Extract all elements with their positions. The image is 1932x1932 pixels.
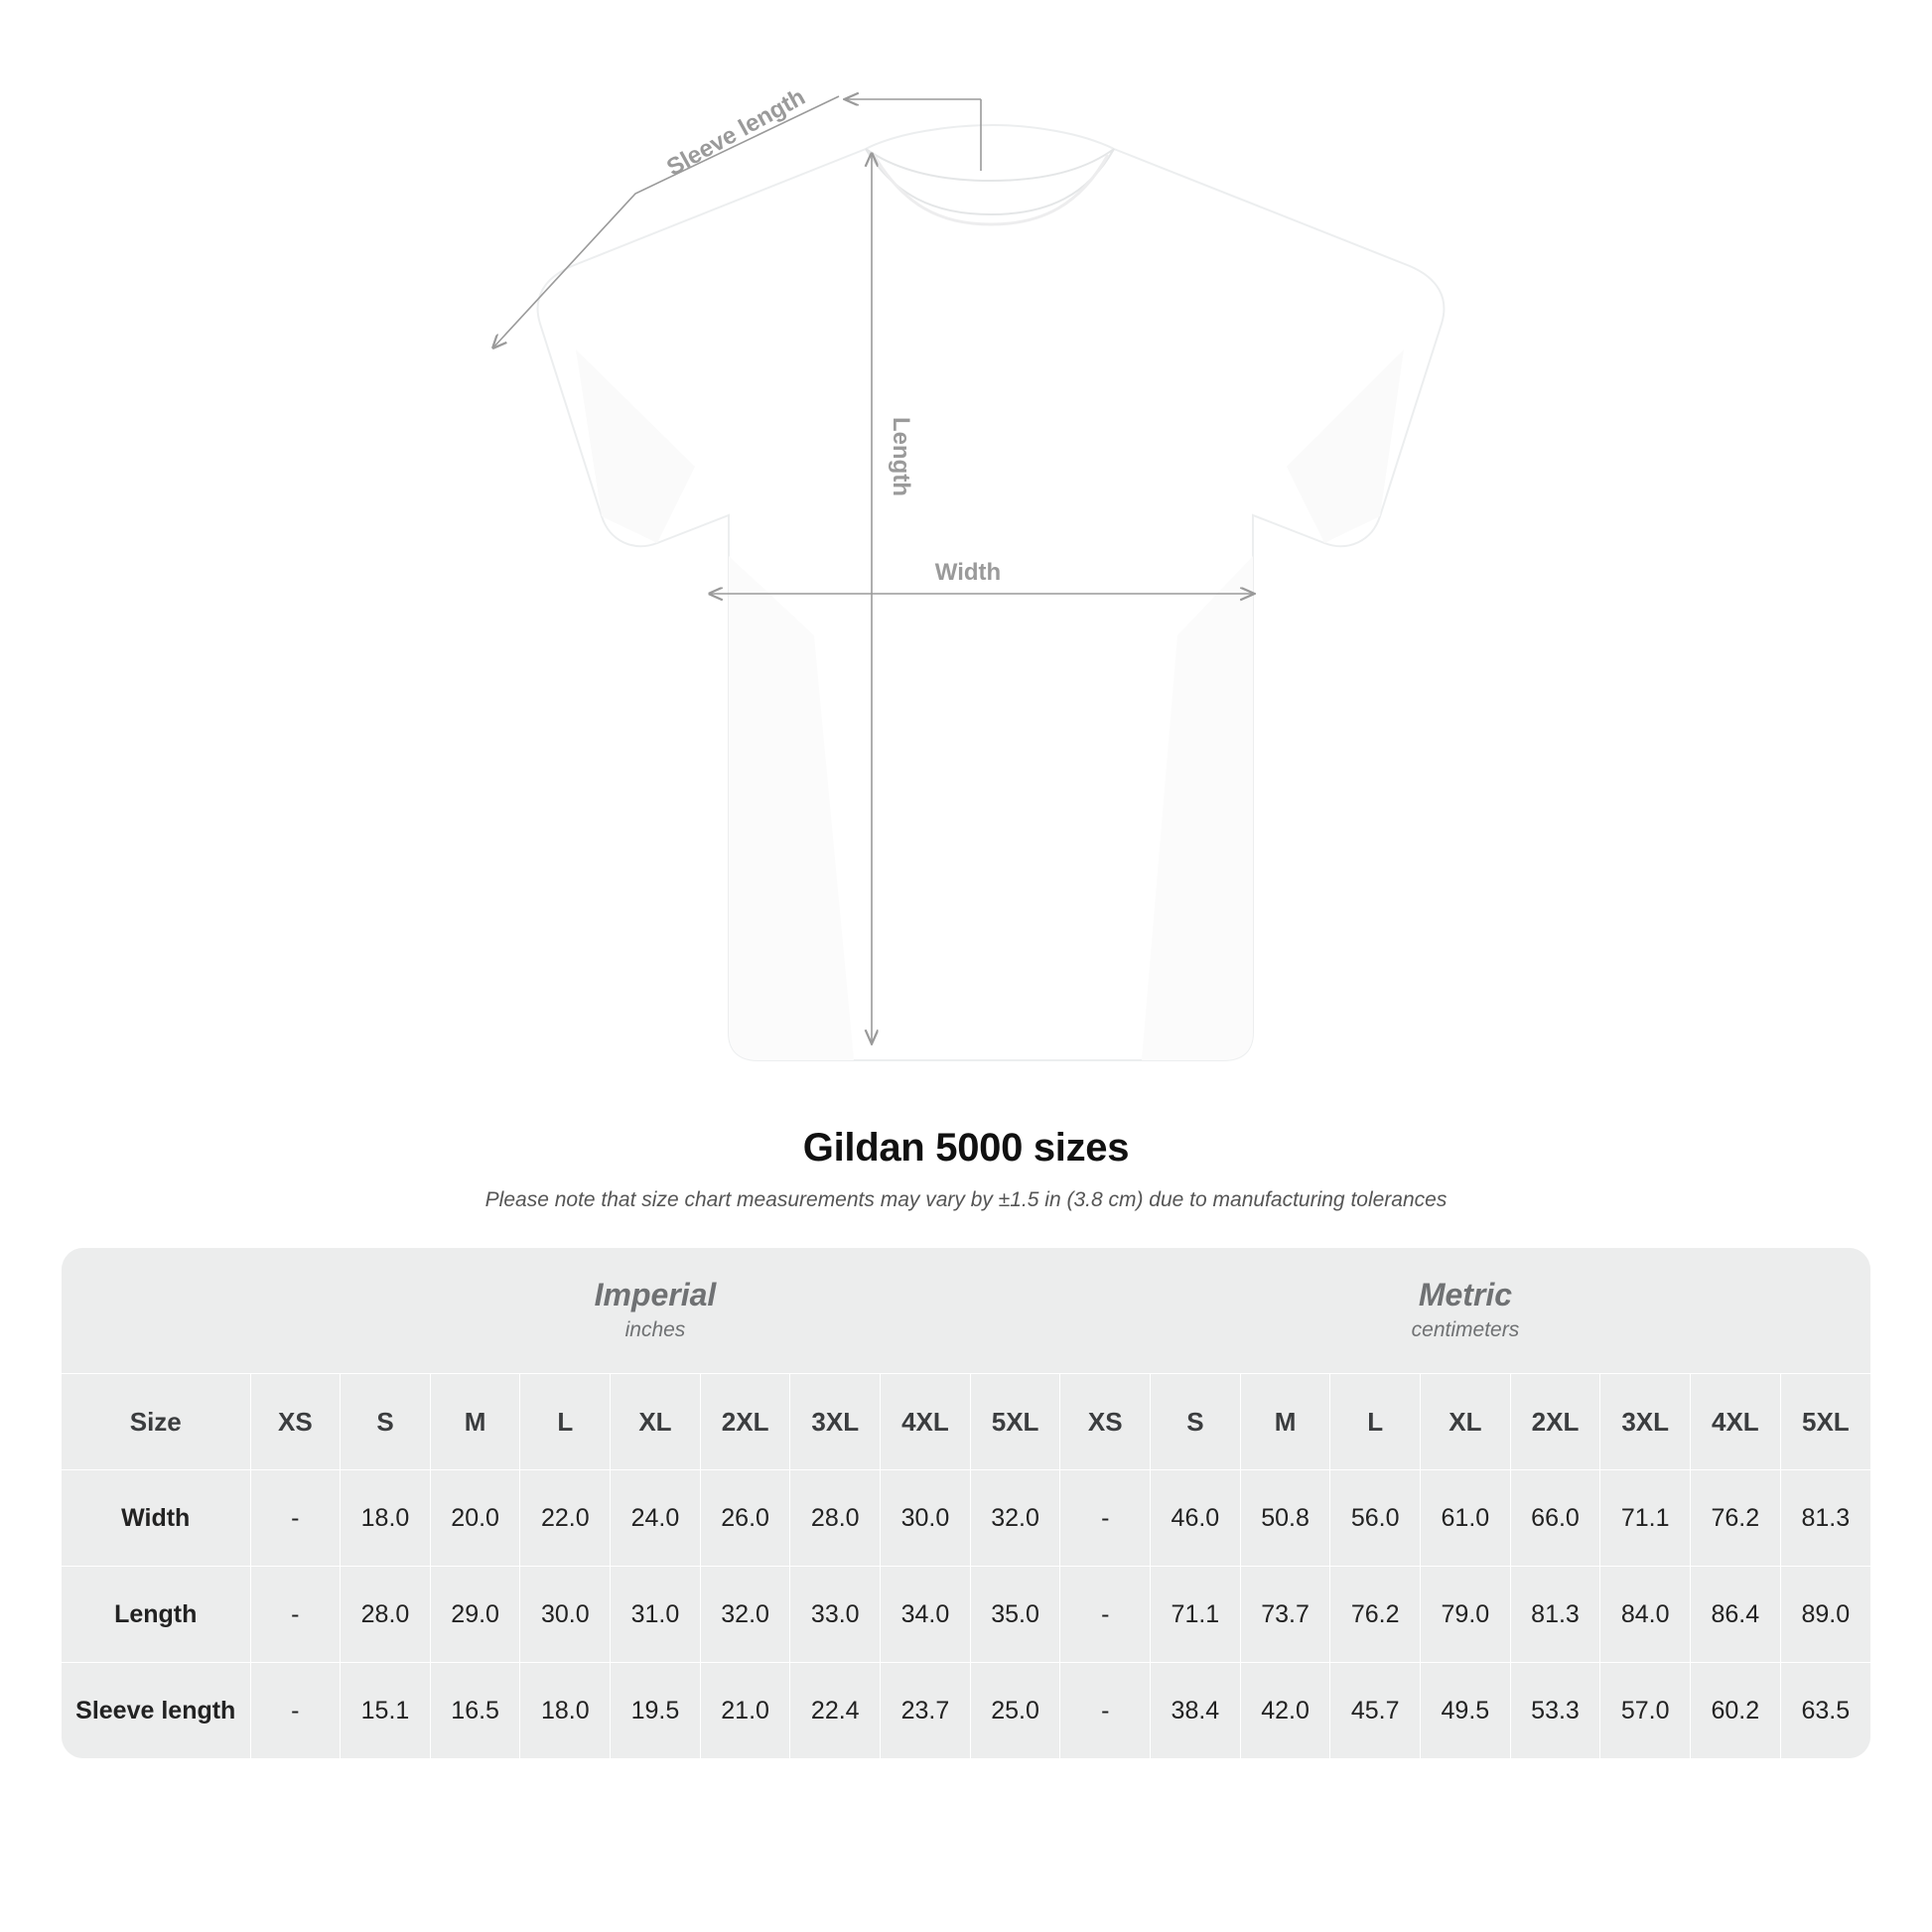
size-header-metric-l: L	[1330, 1374, 1421, 1470]
cell-length-imperial-3xl: 33.0	[790, 1567, 881, 1663]
cell-sleeve-metric-s: 38.4	[1151, 1663, 1241, 1759]
size-table-wrapper	[62, 1248, 1870, 1758]
unit-metric-name: Metric	[1418, 1277, 1513, 1313]
cell-sleeve-imperial-m: 16.5	[430, 1663, 520, 1759]
cell-length-metric-4xl: 86.4	[1691, 1567, 1781, 1663]
cell-length-metric-5xl: 89.0	[1780, 1567, 1870, 1663]
row-label-sleeve-length: Sleeve length	[62, 1663, 250, 1759]
unit-header-row	[62, 1248, 1870, 1374]
cell-width-imperial-xl: 24.0	[611, 1470, 701, 1567]
table-row-sleeve-length	[62, 1663, 1870, 1759]
cell-sleeve-metric-l: 45.7	[1330, 1663, 1421, 1759]
unit-imperial-name: Imperial	[594, 1277, 717, 1313]
size-header-imperial-4xl: 4XL	[881, 1374, 971, 1470]
size-header-row	[62, 1374, 1870, 1470]
cell-length-imperial-l: 30.0	[520, 1567, 611, 1663]
page-title: Gildan 5000 sizes	[802, 1126, 1130, 1170]
cell-sleeve-imperial-xs: -	[250, 1663, 341, 1759]
cell-sleeve-metric-m: 42.0	[1240, 1663, 1330, 1759]
tshirt-shape	[538, 125, 1445, 1060]
cell-length-metric-l: 76.2	[1330, 1567, 1421, 1663]
row-label-width: Width	[62, 1470, 250, 1567]
cell-length-imperial-4xl: 34.0	[881, 1567, 971, 1663]
size-header-imperial-xs: XS	[250, 1374, 341, 1470]
size-header-imperial-s: S	[341, 1374, 431, 1470]
size-table	[62, 1248, 1870, 1758]
cell-length-imperial-5xl: 35.0	[970, 1567, 1060, 1663]
cell-sleeve-metric-4xl: 60.2	[1691, 1663, 1781, 1759]
cell-width-imperial-xs: -	[250, 1470, 341, 1567]
size-header-metric-5xl: 5XL	[1780, 1374, 1870, 1470]
size-header-metric-xs: XS	[1060, 1374, 1151, 1470]
cell-sleeve-imperial-4xl: 23.7	[881, 1663, 971, 1759]
cell-length-imperial-2xl: 32.0	[700, 1567, 790, 1663]
cell-width-imperial-m: 20.0	[430, 1470, 520, 1567]
cell-length-metric-s: 71.1	[1151, 1567, 1241, 1663]
size-header-imperial-2xl: 2XL	[700, 1374, 790, 1470]
cell-width-metric-4xl: 76.2	[1691, 1470, 1781, 1567]
cell-sleeve-metric-3xl: 57.0	[1600, 1663, 1691, 1759]
cell-width-imperial-2xl: 26.0	[700, 1470, 790, 1567]
cell-sleeve-metric-xs: -	[1060, 1663, 1151, 1759]
size-header-imperial-5xl: 5XL	[970, 1374, 1060, 1470]
cell-length-metric-xs: -	[1060, 1567, 1151, 1663]
cell-width-imperial-5xl: 32.0	[970, 1470, 1060, 1567]
size-header-metric-4xl: 4XL	[1691, 1374, 1781, 1470]
size-header-imperial-3xl: 3XL	[790, 1374, 881, 1470]
size-header-metric-m: M	[1240, 1374, 1330, 1470]
cell-width-metric-2xl: 66.0	[1510, 1470, 1600, 1567]
size-header-metric-2xl: 2XL	[1510, 1374, 1600, 1470]
cell-width-metric-5xl: 81.3	[1780, 1470, 1870, 1567]
unit-group-imperial	[250, 1248, 1060, 1374]
cell-length-metric-xl: 79.0	[1421, 1567, 1511, 1663]
width-label: Width	[934, 559, 1002, 586]
size-header-label: Size	[62, 1374, 250, 1470]
table-corner	[62, 1248, 250, 1374]
length-label: Length	[888, 417, 914, 496]
size-header-imperial-l: L	[520, 1374, 611, 1470]
row-label-length: Length	[62, 1567, 250, 1663]
cell-width-metric-xl: 61.0	[1421, 1470, 1511, 1567]
cell-width-imperial-l: 22.0	[520, 1470, 611, 1567]
table-row-length	[62, 1567, 1870, 1663]
cell-sleeve-imperial-2xl: 21.0	[700, 1663, 790, 1759]
cell-length-metric-3xl: 84.0	[1600, 1567, 1691, 1663]
cell-width-metric-l: 56.0	[1330, 1470, 1421, 1567]
cell-length-metric-2xl: 81.3	[1510, 1567, 1600, 1663]
cell-width-imperial-s: 18.0	[341, 1470, 431, 1567]
cell-sleeve-imperial-3xl: 22.4	[790, 1663, 881, 1759]
cell-sleeve-metric-2xl: 53.3	[1510, 1663, 1600, 1759]
unit-metric-sub: centimeters	[1411, 1318, 1520, 1342]
cell-width-imperial-4xl: 30.0	[881, 1470, 971, 1567]
sleeve-length-label: Sleeve length	[662, 83, 810, 182]
cell-length-imperial-xl: 31.0	[611, 1567, 701, 1663]
cell-length-imperial-m: 29.0	[430, 1567, 520, 1663]
cell-width-imperial-3xl: 28.0	[790, 1470, 881, 1567]
unit-imperial-sub: inches	[624, 1318, 686, 1342]
cell-width-metric-m: 50.8	[1240, 1470, 1330, 1567]
cell-sleeve-imperial-xl: 19.5	[611, 1663, 701, 1759]
size-header-imperial-m: M	[430, 1374, 520, 1470]
unit-group-metric	[1060, 1248, 1870, 1374]
cell-sleeve-imperial-5xl: 25.0	[970, 1663, 1060, 1759]
cell-length-imperial-s: 28.0	[341, 1567, 431, 1663]
cell-sleeve-metric-5xl: 63.5	[1780, 1663, 1870, 1759]
cell-sleeve-imperial-s: 15.1	[341, 1663, 431, 1759]
cell-sleeve-imperial-l: 18.0	[520, 1663, 611, 1759]
tolerance-note: Please note that size chart measurements may vary by ±1.5 in (3.8 cm) due to manufacturing tolerances	[484, 1188, 1448, 1211]
size-header-metric-s: S	[1151, 1374, 1241, 1470]
table-row-width	[62, 1470, 1870, 1567]
title-block	[0, 1126, 1932, 1212]
cell-width-metric-s: 46.0	[1151, 1470, 1241, 1567]
cell-width-metric-3xl: 71.1	[1600, 1470, 1691, 1567]
cell-length-metric-m: 73.7	[1240, 1567, 1330, 1663]
cell-width-metric-xs: -	[1060, 1470, 1151, 1567]
cell-length-imperial-xs: -	[250, 1567, 341, 1663]
size-header-imperial-xl: XL	[611, 1374, 701, 1470]
size-header-metric-3xl: 3XL	[1600, 1374, 1691, 1470]
cell-sleeve-metric-xl: 49.5	[1421, 1663, 1511, 1759]
size-header-metric-xl: XL	[1421, 1374, 1511, 1470]
